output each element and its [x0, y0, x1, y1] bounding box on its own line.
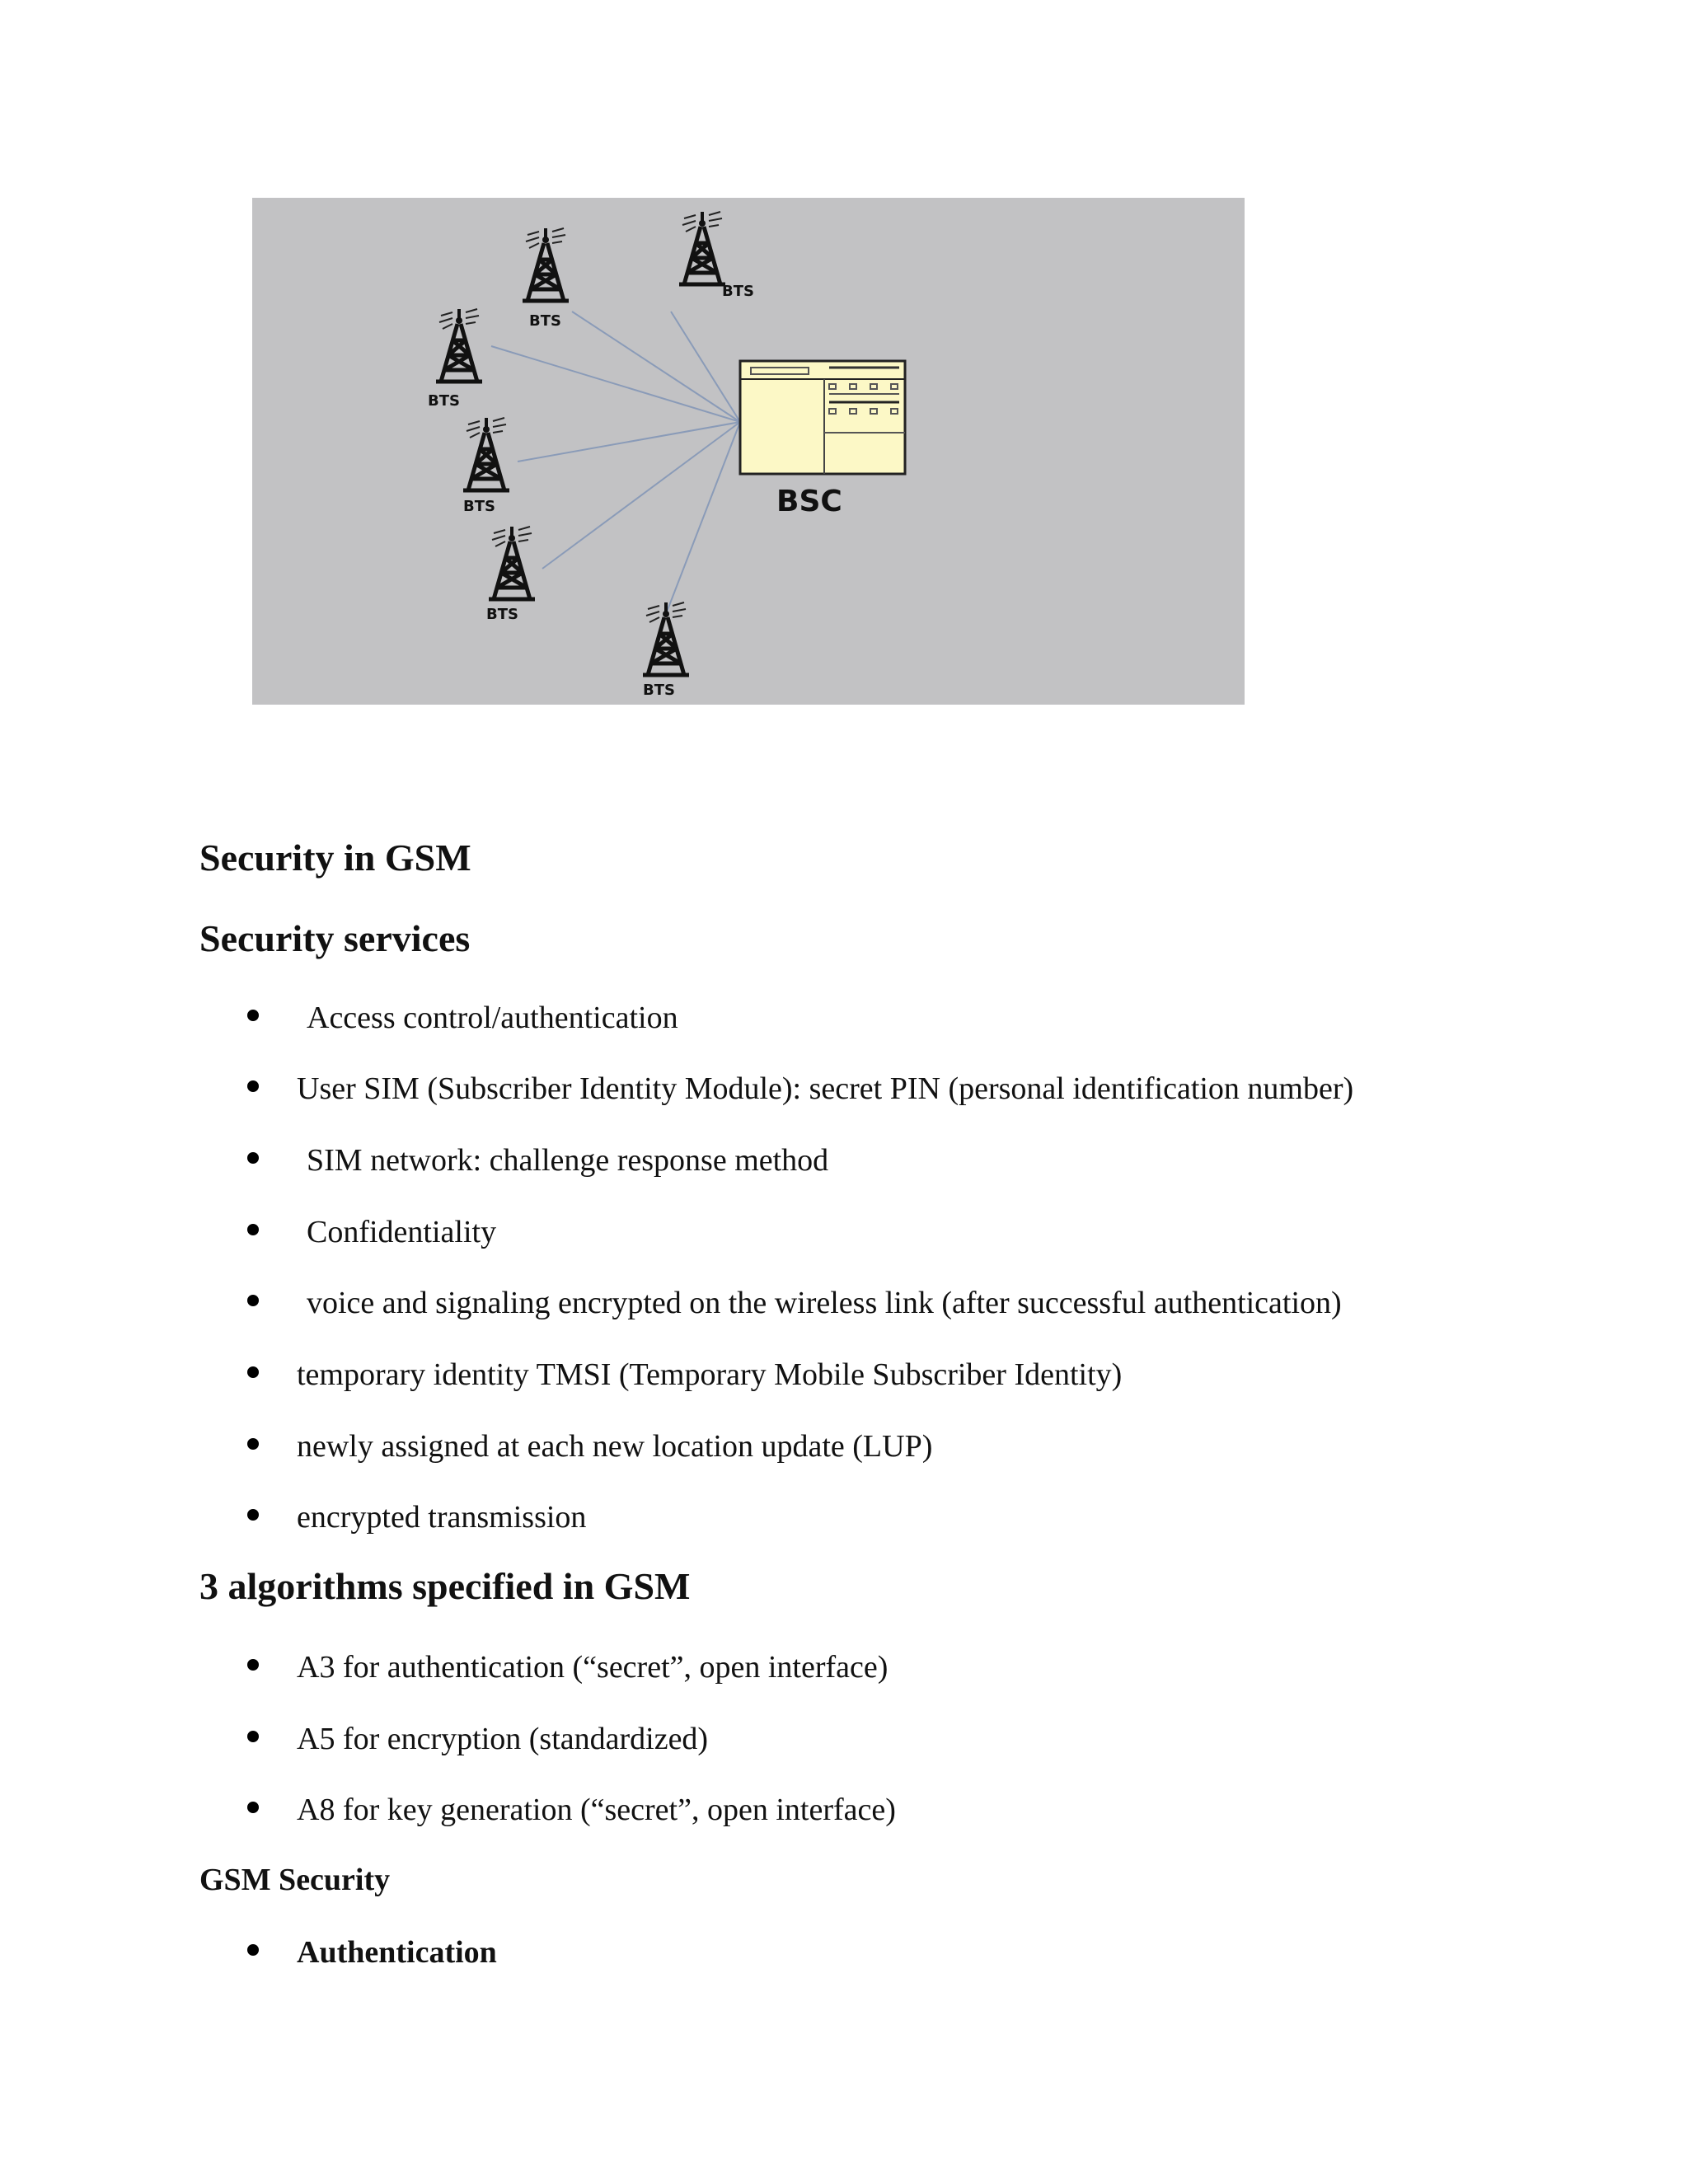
bullet-icon: [247, 1224, 259, 1235]
heading-security-services: Security services: [199, 917, 471, 959]
bts-label: BTS: [428, 392, 460, 410]
bullet-icon: [247, 1438, 259, 1450]
bts-label: BTS: [529, 312, 561, 330]
bullet-icon: [247, 1152, 259, 1164]
bsc-bts-network-figure: [252, 198, 1245, 705]
network-diagram: [252, 198, 1245, 705]
list-item-text: User SIM (Subscriber Identity Module): secret PIN (personal identification number): [297, 1071, 1354, 1106]
list-item-text: A3 for authentication (“secret”, open interface): [297, 1650, 889, 1685]
bullet-icon: [247, 1010, 259, 1021]
bullet-icon: [247, 1366, 259, 1378]
list-item-text: encrypted transmission: [297, 1500, 587, 1535]
list-item-text: newly assigned at each new location update (LUP): [297, 1429, 933, 1464]
bts-tower-icon: [436, 309, 482, 382]
link-lines: [491, 312, 740, 614]
bullet-icon: [247, 1080, 259, 1092]
bts-tower-icon: [523, 228, 569, 301]
list-item-text: SIM network: challenge response method: [307, 1143, 829, 1178]
bts-tower-icon: [643, 602, 689, 675]
bts-label: BTS: [643, 682, 675, 699]
link-line: [518, 422, 740, 462]
list-item-text: voice and signaling encrypted on the wireless link (after successful authentication): [307, 1286, 1342, 1320]
bts-tower-icon: [679, 212, 725, 284]
bts-label: BTS: [722, 283, 754, 300]
bts-tower-icon: [489, 527, 535, 599]
list-item-text: temporary identity TMSI (Temporary Mobile Subscriber Identity): [297, 1357, 1123, 1392]
link-line: [491, 346, 740, 422]
heading-security-in-gsm: Security in GSM: [199, 837, 471, 879]
bullet-icon: [247, 1731, 259, 1742]
bullet-icon: [247, 1295, 259, 1306]
list-item-text: Confidentiality: [307, 1215, 497, 1249]
bullet-icon: [247, 1944, 259, 1956]
list-item-text: A5 for encryption (standardized): [297, 1722, 709, 1756]
link-line: [572, 312, 740, 422]
list-item-text: Access control/authentication: [307, 1001, 678, 1035]
bullet-icon: [247, 1509, 259, 1521]
list-item-text: A8 for key generation (“secret”, open interface): [297, 1793, 896, 1827]
list-item-text: Authentication: [297, 1935, 497, 1970]
bsc-label: BSC: [776, 485, 842, 518]
link-line: [666, 422, 740, 614]
link-line: [542, 422, 740, 569]
bullet-icon: [247, 1802, 259, 1813]
bsc-controller-icon: [740, 361, 905, 474]
bullet-icon: [247, 1659, 259, 1671]
bts-tower-icon: [463, 418, 509, 490]
heading-algorithms: 3 algorithms specified in GSM: [199, 1565, 691, 1607]
bts-label: BTS: [463, 498, 495, 515]
bts-label: BTS: [486, 606, 518, 623]
link-line: [671, 312, 740, 422]
heading-gsm-security: GSM Security: [199, 1863, 391, 1897]
